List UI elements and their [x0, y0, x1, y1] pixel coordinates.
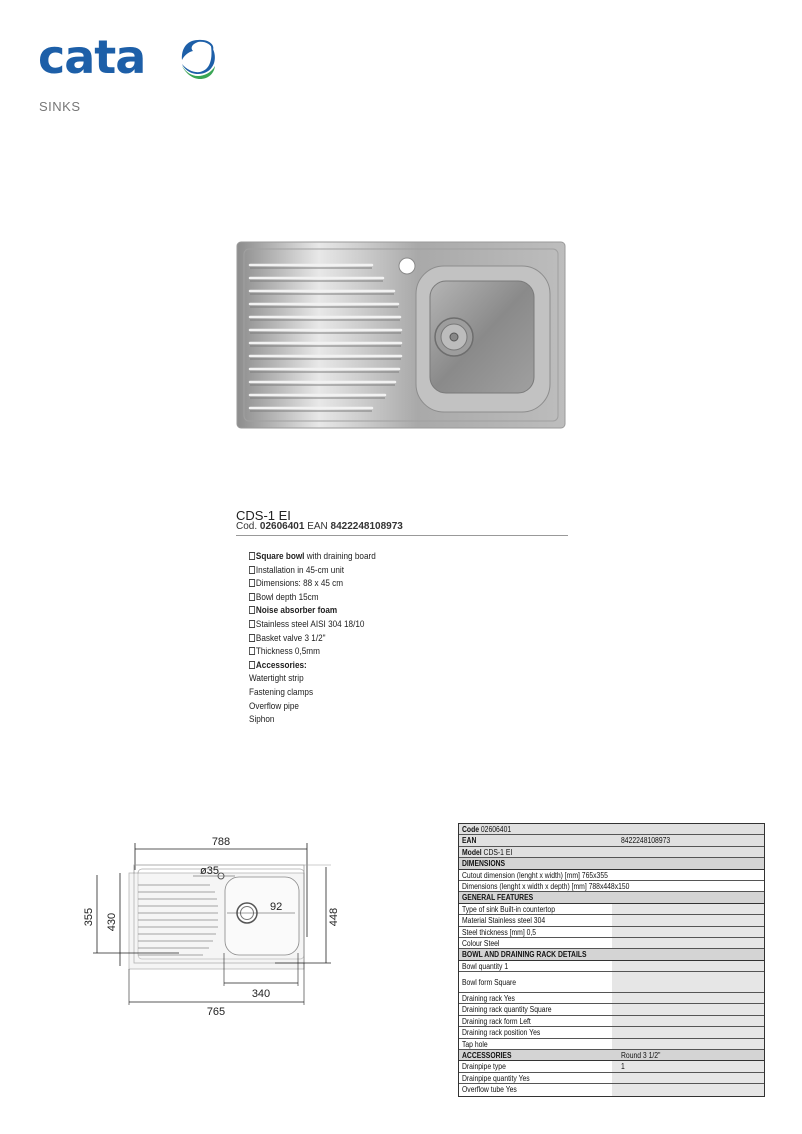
dim-bowl-width: 340	[251, 988, 271, 1000]
ean-label: EAN	[307, 521, 328, 532]
spec-value	[612, 1027, 764, 1037]
spec-section-header	[459, 1050, 764, 1061]
spec-key	[459, 1039, 612, 1049]
spec-key-text: Tap hole	[462, 1039, 488, 1049]
spec-row	[459, 904, 764, 915]
feature-item	[249, 672, 376, 686]
logo-wordmark: cata	[38, 30, 146, 84]
product-ean: 8422248108973	[330, 521, 403, 532]
feature-bold-text: Noise absorber foam	[255, 605, 338, 617]
checkbox-bullet-icon	[249, 552, 255, 560]
spec-key	[459, 881, 764, 891]
spec-row	[459, 1027, 764, 1038]
spec-value	[612, 1061, 764, 1071]
spec-key-bold: Model	[462, 847, 482, 857]
spec-table	[458, 823, 765, 1097]
spec-key	[459, 1073, 612, 1083]
spec-row	[459, 1084, 764, 1095]
feature-bold-text: Square bowl	[255, 551, 305, 562]
dim-height-cutout: 355	[83, 907, 95, 927]
spec-value	[612, 835, 764, 845]
feature-list	[249, 550, 376, 727]
feature-bold-text: Accessories:	[255, 659, 307, 671]
checkbox-bullet-icon	[249, 647, 255, 655]
checkbox-bullet-icon	[249, 661, 255, 669]
section-subtitle: SINKS	[39, 99, 81, 114]
spec-key-text: Draining rack quantity Square	[462, 1005, 552, 1015]
spec-key-text: Draining rack Yes	[462, 994, 515, 1004]
spec-row	[459, 972, 764, 993]
product-model-title: CDS-1 EI	[236, 508, 291, 523]
spec-key-bold: BOWL AND DRAINING RACK DETAILS	[462, 950, 587, 960]
spec-value	[612, 1016, 764, 1026]
checkbox-bullet-icon	[249, 620, 255, 628]
spec-row	[459, 1073, 764, 1084]
spec-key	[459, 847, 612, 857]
logo-swirl-icon	[178, 36, 218, 82]
sink-product-image	[236, 241, 566, 429]
spec-value	[612, 949, 764, 959]
spec-value	[612, 824, 764, 834]
checkbox-bullet-icon	[249, 566, 255, 574]
spec-key-bold: ACCESSORIES	[462, 1051, 512, 1061]
spec-row	[459, 881, 764, 892]
spec-section-header	[459, 892, 764, 903]
spec-row	[459, 847, 764, 858]
header-divider	[236, 535, 568, 536]
spec-key-text: Overflow tube Yes	[462, 1085, 517, 1095]
spec-row	[459, 870, 764, 881]
spec-key-text: Dimensions (lenght x width x depth) [mm] 788x448x150	[462, 881, 630, 891]
dim-height-outer: 448	[328, 907, 340, 927]
spec-key	[459, 1016, 612, 1026]
product-code: 02606401	[259, 521, 305, 532]
spec-value	[612, 858, 764, 868]
product-code-line	[236, 521, 403, 532]
spec-value-text: Round 3 1/2"	[621, 1051, 661, 1061]
spec-row	[459, 938, 764, 949]
dim-overall-length: 788	[211, 836, 231, 848]
spec-key-text: Drainpipe type	[462, 1062, 506, 1072]
spec-key	[459, 835, 612, 845]
spec-key	[459, 870, 764, 880]
feature-item	[249, 591, 376, 605]
dim-valve: 92	[270, 901, 283, 913]
spec-key	[459, 993, 612, 1003]
feature-item	[249, 659, 376, 673]
spec-value	[612, 1039, 764, 1049]
spec-value	[612, 915, 764, 925]
spec-value	[612, 847, 764, 857]
spec-key-bold: DIMENSIONS	[462, 859, 506, 869]
feature-item	[249, 618, 376, 632]
spec-row	[459, 835, 764, 846]
spec-key-text: CDS-1 EI	[481, 847, 513, 857]
spec-value	[612, 961, 764, 971]
code-label: Cod.	[236, 521, 258, 532]
spec-key-text: 02606401	[479, 825, 512, 834]
checkbox-bullet-icon	[249, 606, 255, 614]
spec-value	[612, 993, 764, 1003]
feature-item	[249, 604, 376, 618]
feature-text: Stainless steel AISI 304 18/10	[255, 618, 365, 630]
spec-key	[459, 927, 612, 937]
spec-key	[459, 915, 612, 925]
checkbox-bullet-icon	[249, 634, 255, 642]
feature-item	[249, 632, 376, 646]
feature-text: Fastening clamps	[249, 686, 314, 698]
spec-key-text: Type of sink Built-in countertop	[462, 904, 555, 914]
spec-key	[459, 1061, 612, 1071]
spec-value	[612, 927, 764, 937]
spec-key	[459, 858, 612, 868]
spec-key-bold: EAN	[462, 836, 477, 846]
spec-row	[459, 824, 764, 835]
spec-key	[459, 892, 612, 902]
spec-value	[612, 1050, 764, 1060]
spec-value	[612, 1084, 764, 1095]
spec-section-header	[459, 949, 764, 960]
spec-key	[459, 961, 612, 971]
spec-key-text: Cutout dimension (lenght x width) [mm] 765x355	[462, 870, 608, 880]
spec-key-text: Bowl quantity 1	[462, 961, 509, 971]
spec-value-text: 1	[621, 1062, 625, 1072]
spec-key	[459, 824, 612, 834]
feature-text: Watertight strip	[249, 673, 304, 685]
feature-item	[249, 686, 376, 700]
spec-row	[459, 1039, 764, 1050]
spec-row	[459, 1061, 764, 1072]
feature-item	[249, 645, 376, 659]
spec-key	[459, 1027, 612, 1037]
spec-row	[459, 927, 764, 938]
feature-item	[249, 700, 376, 714]
spec-row	[459, 961, 764, 972]
spec-row	[459, 993, 764, 1004]
dimension-drawing	[75, 825, 345, 1025]
dim-cutout-length: 765	[206, 1006, 226, 1018]
spec-key	[459, 949, 612, 959]
spec-key	[459, 938, 612, 948]
feature-text: Thickness 0,5mm	[255, 646, 320, 658]
feature-item	[249, 577, 376, 591]
checkbox-bullet-icon	[249, 593, 255, 601]
dim-tap-hole: ø35	[200, 865, 219, 877]
feature-text: Overflow pipe	[249, 700, 299, 712]
dim-height-inner: 430	[106, 912, 118, 932]
spec-key	[459, 1004, 612, 1014]
spec-row	[459, 1004, 764, 1015]
spec-value	[612, 1004, 764, 1014]
spec-key	[459, 904, 612, 914]
feature-item	[249, 713, 376, 727]
checkbox-bullet-icon	[249, 579, 255, 587]
cata-logo	[38, 30, 218, 90]
spec-key	[459, 1050, 612, 1060]
spec-key-text: Draining rack form Left	[462, 1016, 531, 1026]
feature-text: Dimensions: 88 x 45 cm	[255, 578, 344, 590]
spec-value-text: 8422248108973	[621, 836, 671, 846]
spec-value	[612, 904, 764, 914]
spec-key-text: Drainpipe quantity Yes	[462, 1073, 530, 1083]
spec-value	[612, 938, 764, 948]
spec-key	[459, 1084, 612, 1095]
feature-text: Installation in 45-cm unit	[255, 564, 344, 576]
feature-text: Basket valve 3 1/2"	[255, 632, 326, 644]
spec-key-text: Bowl form Square	[462, 978, 517, 988]
feature-item	[249, 564, 376, 578]
spec-key-text: Material Stainless steel 304	[462, 916, 546, 926]
spec-row	[459, 915, 764, 926]
spec-key-text: Steel thickness [mm] 0,5	[462, 927, 537, 937]
spec-value	[612, 1073, 764, 1083]
spec-key-text: Colour Steel	[462, 938, 500, 948]
spec-value	[612, 892, 764, 902]
spec-key-bold: Code	[462, 825, 479, 834]
feature-text: Bowl depth 15cm	[255, 591, 319, 603]
feature-item	[249, 550, 376, 564]
spec-key-bold: GENERAL FEATURES	[462, 893, 534, 903]
spec-value	[612, 972, 764, 992]
spec-key	[459, 972, 612, 992]
spec-row	[459, 1016, 764, 1027]
spec-key-text: Draining rack position Yes	[462, 1028, 541, 1038]
feature-text: Siphon	[249, 714, 275, 726]
feature-text: with draining board	[304, 551, 376, 562]
spec-section-header	[459, 858, 764, 869]
